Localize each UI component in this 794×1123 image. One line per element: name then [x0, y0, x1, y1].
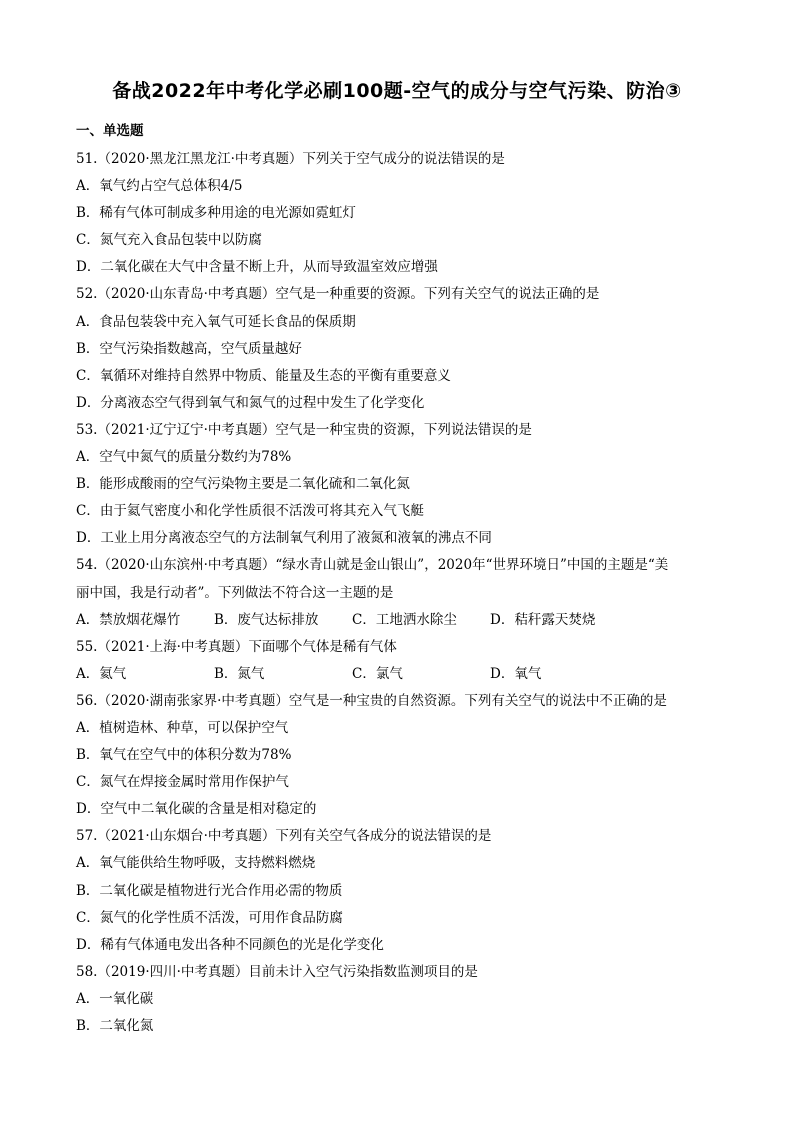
question-item	[76, 417, 726, 552]
page-title: 备战2022年中考化学必刷100题-空气的成分与空气污染、防治③	[112, 80, 682, 102]
answer-option: C．氮气充入食品包装中以防腐	[76, 232, 262, 249]
answer-option: D．分离液态空气得到氧气和氮气的过程中发生了化学变化	[76, 394, 425, 411]
answer-option: C．氧循环对维持自然界中物质、能量及生态的平衡有重要意义	[76, 367, 451, 384]
answer-option: C．氯气	[352, 665, 403, 682]
answer-option: C．工地洒水除尘	[352, 611, 457, 628]
answer-option: A．一氧化碳	[76, 990, 154, 1007]
question-stem: 58.（2019·四川·中考真题）目前未计入空气污染指数监测项目的是	[76, 963, 478, 980]
question-item	[76, 688, 726, 823]
answer-option: B．废气达标排放	[214, 611, 319, 628]
answer-option: B．氮气	[214, 665, 265, 682]
answer-option-row	[76, 607, 726, 634]
question-stem: 56.（2020·湖南张家界·中考真题）空气是一种宝贵的自然资源。下列有关空气的说法中不正确的是	[76, 692, 667, 709]
answer-option: A．空气中氮气的质量分数约为78%	[76, 449, 292, 466]
question-stem: 52.（2020·山东青岛·中考真题）空气是一种重要的资源。下列有关空气的说法正确的是	[76, 286, 600, 303]
question-stem: 55.（2021·上海·中考真题）下面哪个气体是稀有气体	[76, 638, 397, 655]
question-item	[76, 823, 726, 958]
answer-option: A．植树造林、种草，可以保护空气	[76, 719, 289, 736]
question-item	[76, 146, 726, 281]
answer-option: A．氧气能供给生物呼吸，支持燃料燃烧	[76, 855, 316, 872]
answer-option: D．工业上用分离液态空气的方法制氧气利用了液氮和液氧的沸点不同	[76, 530, 492, 547]
answer-option: D．空气中二氧化碳的含量是相对稳定的	[76, 801, 317, 818]
answer-option: B．空气污染指数越高，空气质量越好	[76, 340, 302, 357]
question-item	[76, 552, 726, 633]
answer-option: B．二氧化碳是植物进行光合作用必需的物质	[76, 882, 343, 899]
answer-option: D．稀有气体通电发出各种不同颜色的光是化学变化	[76, 936, 384, 953]
question-item	[76, 959, 726, 1040]
answer-option: A．氦气	[76, 665, 127, 682]
answer-option: B．稀有气体可制成多种用途的电光源如霓虹灯	[76, 205, 356, 222]
answer-option: B．氧气在空气中的体积分数为78%	[76, 747, 292, 764]
answer-option: A．氧气约占空气总体积4/5	[76, 178, 243, 195]
question-stem: 丽中国，我是行动者”。下列做法不符合这一主题的是	[76, 584, 394, 601]
question-stem: 57.（2021·山东烟台·中考真题）下列有关空气各成分的说法错误的是	[76, 828, 492, 845]
question-list	[76, 146, 726, 1040]
question-stem: 54.（2020·山东滨州·中考真题）“绿水青山就是金山银山”，2020年“世界环境日”中国的主题是“美	[76, 557, 669, 574]
question-item	[76, 634, 726, 688]
question-stem: 53.（2021·辽宁辽宁·中考真题）空气是一种宝贵的资源，下列说法错误的是	[76, 421, 532, 438]
answer-option: C．氮气在焊接金属时常用作保护气	[76, 774, 289, 791]
answer-option: C．氮气的化学性质不活泼，可用作食品防腐	[76, 909, 343, 926]
answer-option: D．秸秆露天焚烧	[490, 611, 596, 628]
answer-option: A．禁放烟花爆竹	[76, 611, 181, 628]
section-heading: 一、单选题	[76, 123, 144, 139]
answer-option: B．能形成酸雨的空气污染物主要是二氧化硫和二氧化氮	[76, 476, 410, 493]
question-stem: 51.（2020·黑龙江黑龙江·中考真题）下列关于空气成分的说法错误的是	[76, 151, 505, 167]
answer-option: A．食品包装袋中充入氧气可延长食品的保质期	[76, 313, 356, 330]
answer-option-row	[76, 661, 726, 688]
question-item	[76, 281, 726, 416]
answer-option: D．二氧化碳在大气中含量不断上升，从而导致温室效应增强	[76, 259, 438, 276]
answer-option: D．氧气	[490, 665, 542, 682]
answer-option: C．由于氦气密度小和化学性质很不活泼可将其充入气飞艇	[76, 503, 424, 520]
answer-option: B．二氧化氮	[76, 1018, 154, 1034]
